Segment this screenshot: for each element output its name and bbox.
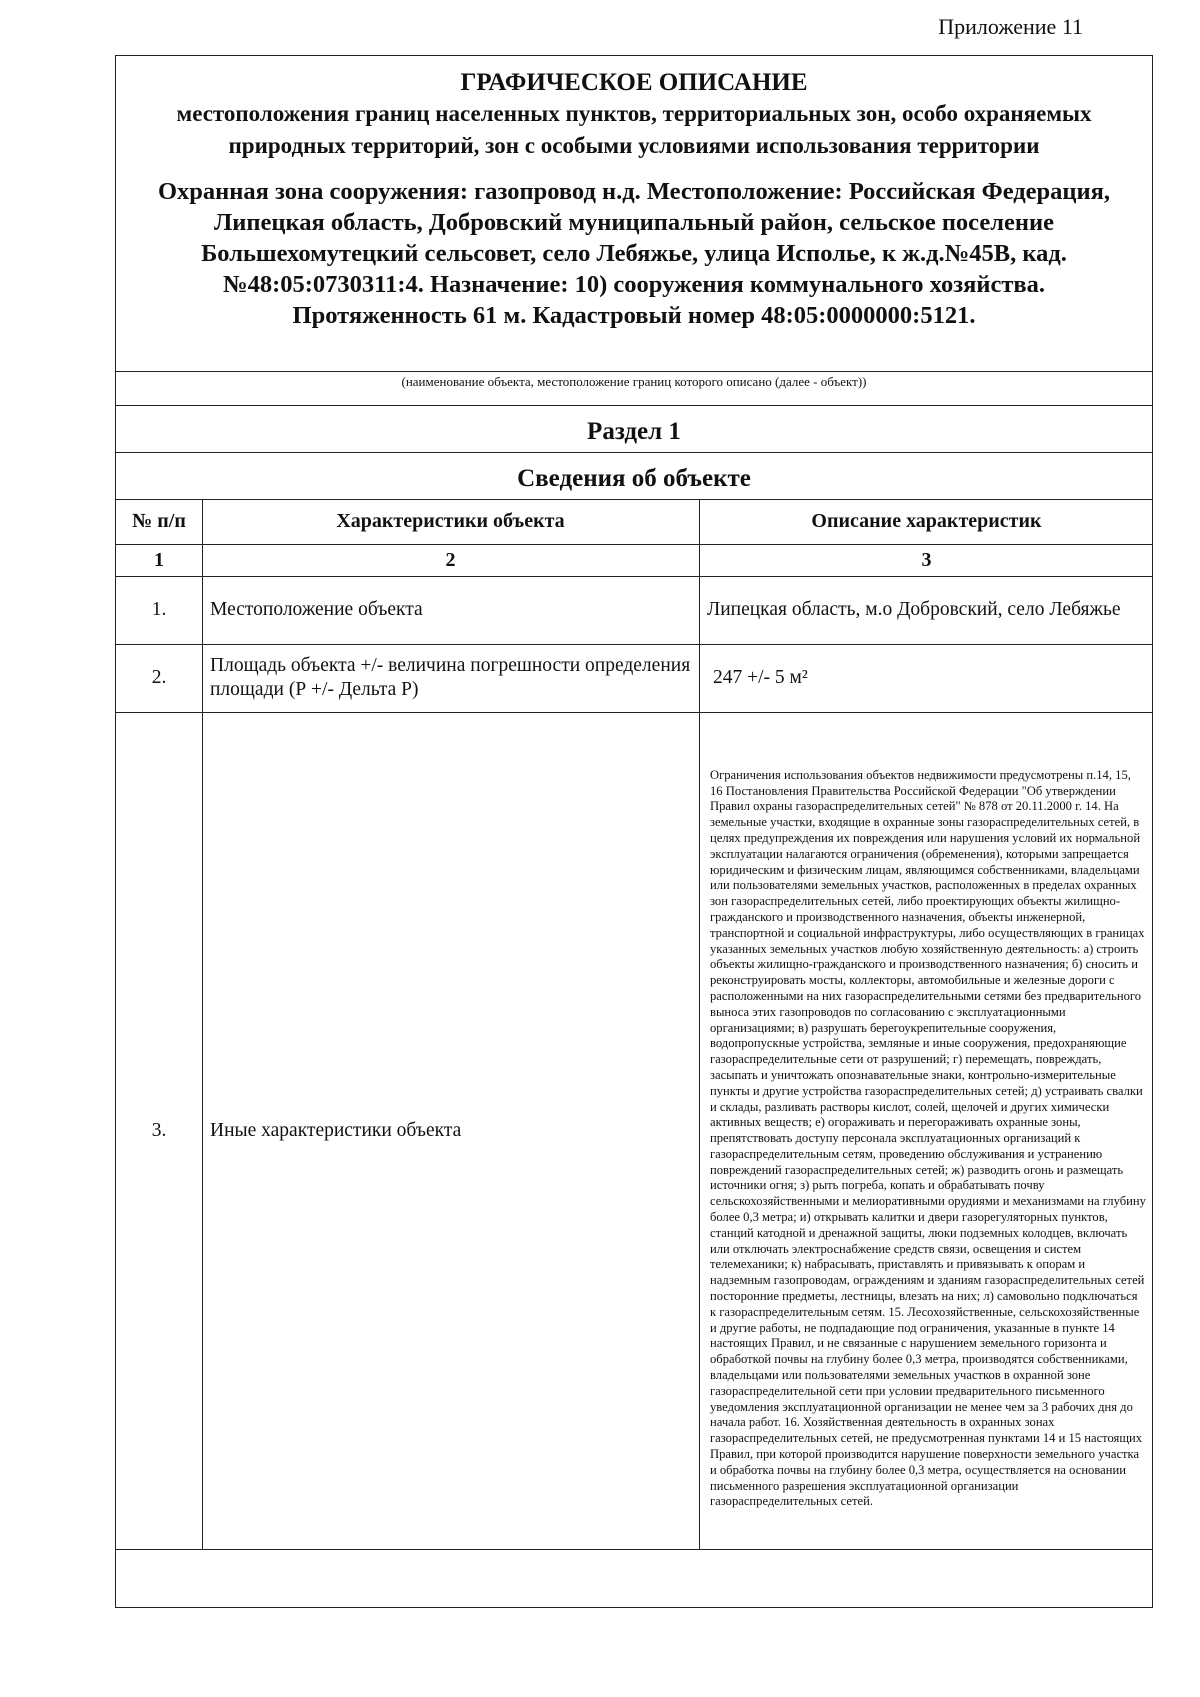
table-header-characteristic: Характеристики объекта — [336, 510, 565, 532]
document-header — [116, 56, 1152, 371]
table-row-characteristic: Местоположение объекта — [210, 599, 423, 620]
table-row-description — [699, 712, 1154, 1549]
table-header-description: Описание характеристик — [811, 510, 1042, 532]
object-name: Охранная зона сооружения: газопровод н.д. Местоположение: Российская Федерация, Липецкая область, Добровский муниципальный район, сельское поселение Большехомутецкий сельсовет, село Лебяжье, улица Исполье, к ж.д.№45В, кад.№48:05:0730311:4. Назначение: 10) сооружения коммунального хозяйства. Протяженность 61 м. Кадастровый номер 48:05:0000000:5121. — [157, 178, 1111, 329]
column-number: 3 — [921, 548, 932, 571]
document-title: ГРАФИЧЕСКОЕ ОПИСАНИЕ — [460, 69, 808, 96]
divider — [116, 405, 1152, 406]
table-row-description: Липецкая область, м.о Добровский, село Лебяжье — [707, 599, 1121, 620]
appendix-label: Приложение 11 — [938, 14, 1083, 39]
column-number: 2 — [445, 548, 456, 571]
table-bottom-border — [116, 1549, 1152, 1550]
document-subtitle: местоположения границ населенных пунктов, территориальных зон, особо охраняемых природных территорий, зон с особыми условиями использования территории — [176, 101, 1092, 158]
divider — [116, 452, 1152, 453]
divider — [116, 371, 1152, 372]
object-caption: (наименование объекта, местоположение границ которого описано (далее - объект)) — [401, 374, 867, 389]
section-title: Сведения об объекте — [517, 465, 751, 492]
table-row-num: 3. — [151, 1119, 167, 1141]
table-row-num: 2. — [151, 667, 167, 688]
table-row-characteristic: Иные характеристики объекта — [210, 1119, 462, 1141]
column-number: 1 — [154, 548, 164, 571]
document-frame — [115, 55, 1153, 1608]
section-label: Раздел 1 — [587, 418, 681, 445]
table-row-num: 1. — [151, 599, 167, 620]
table-row-description: 247 +/- 5 м² — [713, 667, 808, 688]
table-header-num: № п/п — [132, 510, 186, 532]
table-row-characteristic: Площадь объекта +/- величина погрешности определения площади (Р +/- Дельта Р) — [210, 655, 691, 700]
restrictions-text: Ограничения использования объектов недвижимости предусмотрены п.14, 15, 16 Постановления Правительства Российской Федерации "Об утверждении Правил охраны газораспределительных сетей" № 878 от 20.11.2000 г. 14. На земельные участки, входящие в охранные зоны газораспределительных сетей, в целях предупреждения их повреждения или нарушения условий их нормальной эксплуатации налагаются ограничения (обременения), которыми запрещается юридическим и физическим лицам, являющимся собственниками, владельцами или пользователями земельных участков, расположенных в пределах охранных зон газораспределительных сетей, либо проектирующих объекты жилищно-гражданского и производственного назначения, объекты инженерной, транспортной и социальной инфраструктуры, либо осуществляющих в границах указанных земельных участков любую хозяйственную деятельность: а) строить объекты жилищно-гражданского и производственного назначения; б) сносить и реконструировать мосты, коллекторы, автомобильные и железные дороги с расположенными на них газораспределительными сетями без предварительного выноса этих газопроводов по согласованию с эксплуатационными организациями; в) разрушать берегоукрепительные сооружения, водопропускные устройства, земляные и иные сооружения, предохраняющие газораспределительные сети от разрушений; г) перемещать, повреждать, засыпать и уничтожать опознавательные знаки, контрольно-измерительные пункты и другие устройства газораспределительных сетей; д) устраивать свалки и склады, разливать растворы кислот, солей, щелочей и других химически активных веществ; е) огораживать и перегораживать охранные зоны, препятствовать доступу персонала эксплуатационных организаций к газораспределительным сетям, проведению обслуживания и устранению повреждений газораспределительных сетей; ж) разводить огонь и размещать источники огня; з) рыть погреба, копать и обрабатывать почву сельскохозяйственными и мелиоративными орудиями и механизмами на глубину более 0,3 метра; и) открывать калитки и двери газорегуляторных пунктов, станций катодной и дренажной защиты, люки подземных колодцев, включать или отключать электроснабжение средств связи, освещения и систем телемеханики; к) набрасывать, приставлять и привязывать к опорам и надземным газопроводам, ограждениям и зданиям газораспределительных сетей посторонние предметы, лестницы, влезать на них; л) самовольно подключаться к газораспределительным сетям. 15. Лесохозяйственные, сельскохозяйственные и другие работы, не подпадающие под ограничения, указанные в пункте 14 настоящих Правил, и не связанные с нарушением земельного горизонта и обработкой почвы на глубину более 0,3 метра, производятся собственниками, владельцами или пользователями земельных участков в охранной зоне газораспределительной сети при условии предварительного письменного уведомления эксплуатационной организации не менее чем за 3 рабочих дня до начала работ. 16. Хозяйственная деятельность в охранных зонах газораспределительных сетей, не предусмотренная пунктами 14 и 15 настоящих Правил, при которой производится нарушение поверхности земельного участка и обработка почвы на глубину более 0,3 метра, осуществляется на основании письменного разрешения эксплуатационной организации газораспределительных сетей. — [710, 767, 1146, 1509]
